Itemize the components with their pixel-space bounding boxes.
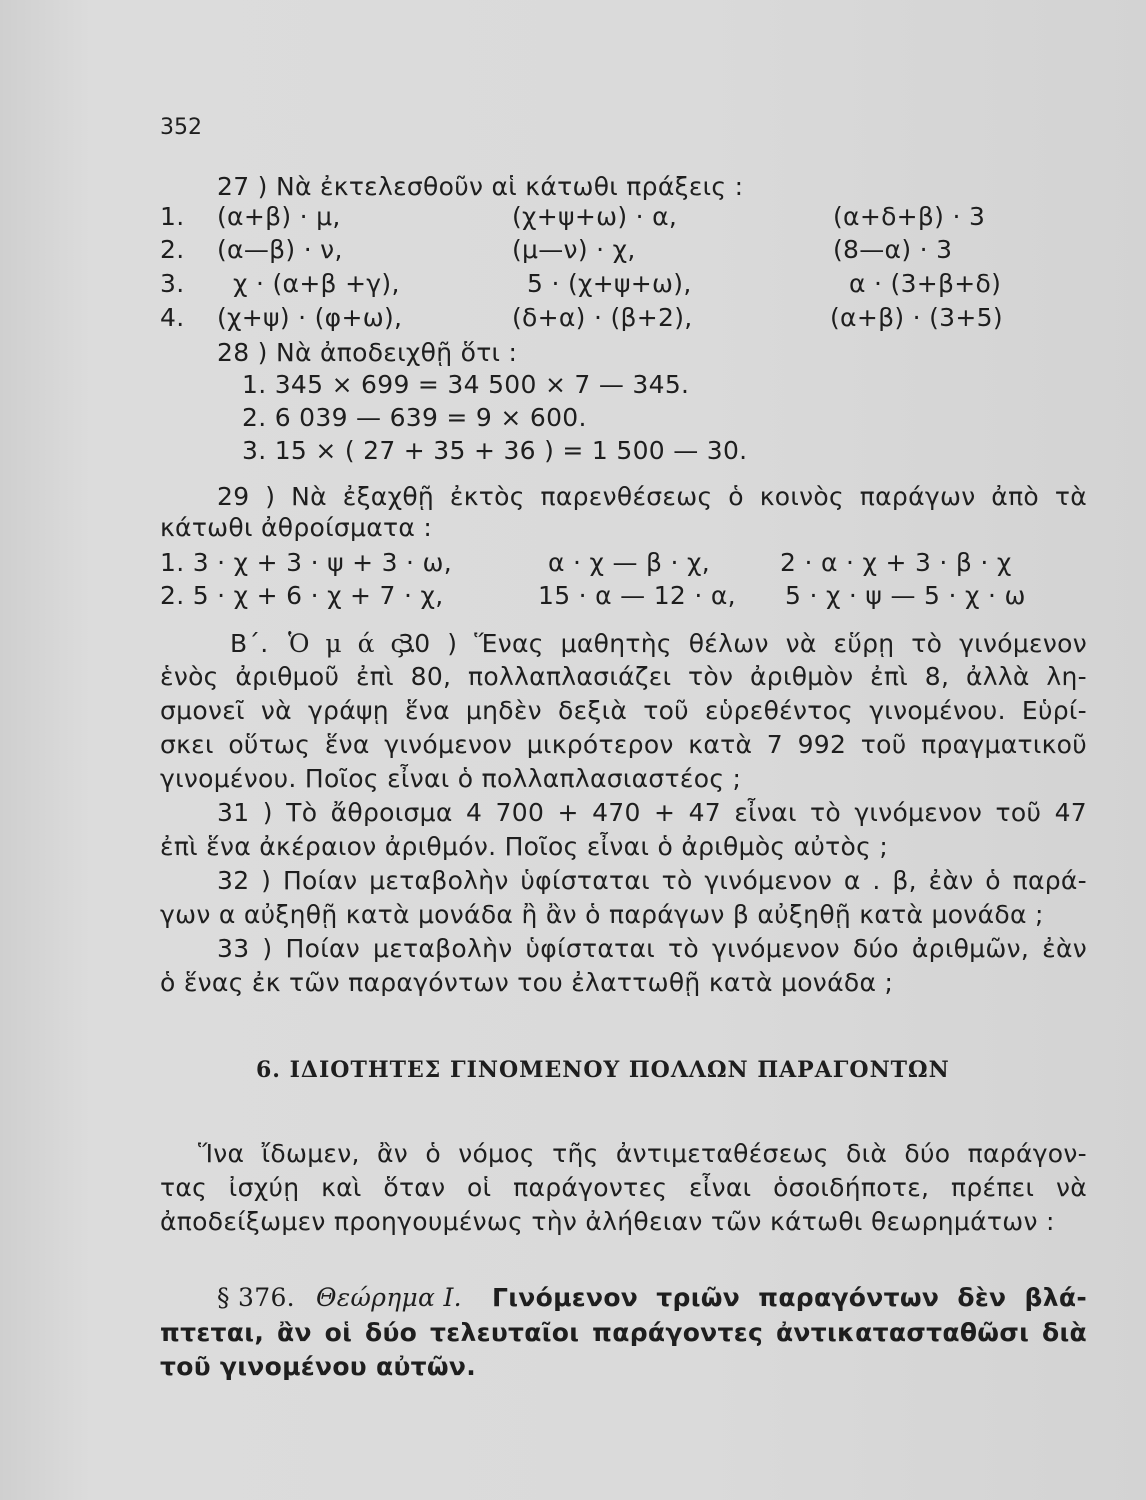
ex27-expression: 5 · (χ+ψ+ω), (527, 269, 692, 298)
ex29-line: 29 ) Νὰ ἐξαχθῇ ἐκτὸς παρενθέσεως ὁ κοινὸς παράγων ἀπὸ τὰ (217, 482, 1087, 511)
ex29-expression: 5 · χ · ψ — 5 · χ · ω (785, 581, 1026, 610)
ex27-expression: (α+β) · (3+5) (830, 303, 1003, 332)
ex33-line: ὁ ἕνας ἐκ τῶν παραγόντων του ἐλαττωθῇ κατὰ μονάδα ; (160, 968, 894, 997)
ex33-line: 33 ) Ποίαν μεταβολὴν ὑφίσταται τὸ γινόμενον δύο ἀριθμῶν, ἐὰν (217, 934, 1087, 963)
ex28-item: 1. 345 × 699 = 34 500 × 7 — 345. (242, 370, 690, 399)
theorem-line: τοῦ γινομένου αὐτῶν. (160, 1352, 477, 1381)
page-number: 352 (160, 115, 202, 140)
ex27-expression: (α—β) · ν, (217, 235, 343, 264)
ex27-expression: (χ+ψ) · (φ+ω), (217, 303, 403, 332)
ex29-line: κάτωθι ἀθροίσματα : (160, 513, 433, 542)
intro-line: Ἵνα ἴδωμεν, ἂν ὁ νόμος τῆς ἀντιμεταθέσεως διὰ δύο παράγον- (198, 1139, 1087, 1168)
group-b-label: Β΄. (230, 629, 269, 658)
ex28-item: 2. 6 039 — 639 = 9 × 600. (242, 403, 587, 432)
theorem-section-number: § 376. (217, 1283, 295, 1312)
ex27-expression: (α+δ+β) · 3 (833, 202, 986, 231)
ex30-line: σμονεῖ νὰ γράψῃ ἕνα μηδὲν δεξιὰ τοῦ εὑρεθέντος γινομένου. Εὑρί- (160, 696, 1087, 725)
ex27-intro: 27 ) Νὰ ἐκτελεσθοῦν αἱ κάτωθι πράξεις : (217, 172, 744, 201)
ex29-expression: 15 · α — 12 · α, (538, 581, 736, 610)
ex32-line: γων α αὐξηθῇ κατὰ μονάδα ἢ ἂν ὁ παράγων β αὐξηθῇ κατὰ μονάδα ; (160, 900, 1044, 929)
ex31-line: 31 ) Τὸ ἄθροισμα 4 700 + 470 + 47 εἶναι τὸ γινόμενον τοῦ 47 (217, 798, 1087, 827)
ex32-line: 32 ) Ποίαν μεταβολὴν ὑφίσταται τὸ γινόμενον α . β, ἐὰν ὁ παρά- (217, 866, 1087, 895)
ex27-expression: (χ+ψ+ω) · α, (512, 202, 678, 231)
ex29-expression: α · χ — β · χ, (548, 548, 711, 577)
ex30-line: 30 ) Ἕνας μαθητὴς θέλων νὰ εὕρῃ τὸ γινόμενον (398, 629, 1087, 658)
theorem-label: Θεώρημα Ι. (316, 1283, 462, 1312)
ex31-line: ἐπὶ ἕνα ἀκέραιον ἀριθμόν. Ποῖος εἶναι ὁ ἀριθμὸς αὐτὸς ; (160, 832, 889, 861)
ex29-expression: 2. 5 · χ + 6 · χ + 7 · χ, (160, 581, 444, 610)
ex29-expression: 2 · α · χ + 3 · β · χ (780, 548, 1012, 577)
group-word: Ὁ μ ά ς. (288, 629, 421, 658)
ex27-expression: (8—α) · 3 (833, 235, 953, 264)
ex27-expression: (μ—ν) · χ, (512, 235, 636, 264)
ex30-line: ἑνὸς ἀριθμοῦ ἐπὶ 80, πολλαπλασιάζει τὸν ἀριθμὸν ἐπὶ 8, ἀλλὰ λη- (160, 662, 1087, 691)
ex27-expression: α · (3+β+δ) (849, 269, 1002, 298)
ex27-expression: (α+β) · μ, (217, 202, 341, 231)
section-heading: 6. ΙΔΙΟΤΗΤΕΣ ΓΙΝΟΜΕΝΟΥ ΠΟΛΛΩΝ ΠΑΡΑΓΟΝΤΩΝ (256, 1057, 950, 1083)
intro-line: ἀποδείξωμεν προηγουμένως τὴν ἀλήθειαν τῶν κάτωθι θεωρημάτων : (160, 1207, 1055, 1236)
theorem-line: Γινόμενον τριῶν παραγόντων δὲν βλά- (492, 1283, 1087, 1312)
ex30-line: γινομένου. Ποῖος εἶναι ὁ πολλαπλασιαστέος ; (160, 764, 742, 793)
intro-line: τας ἰσχύῃ καὶ ὅταν οἱ παράγοντες εἶναι ὁσοιδήποτε, πρέπει νὰ (160, 1173, 1087, 1202)
ex28-item: 3. 15 × ( 27 + 35 + 36 ) = 1 500 — 30. (242, 436, 748, 465)
ex28-intro: 28 ) Νὰ ἀποδειχθῇ ὅτι : (217, 338, 518, 367)
theorem-line: πτεται, ἂν οἱ δύο τελευταῖοι παράγοντες ἀντικατασταθῶσι διὰ (160, 1318, 1087, 1347)
ex29-expression: 1. 3 · χ + 3 · ψ + 3 · ω, (160, 548, 453, 577)
ex27-expression: (δ+α) · (β+2), (512, 303, 693, 332)
ex27-row-number: 4. (160, 303, 185, 332)
ex27-row-number: 2. (160, 235, 185, 264)
ex27-row-number: 1. (160, 202, 185, 231)
ex30-line: σκει οὕτως ἕνα γινόμενον μικρότερον κατὰ 7 992 τοῦ πραγματικοῦ (160, 730, 1087, 759)
ex27-expression: χ · (α+β +γ), (233, 269, 400, 298)
ex27-row-number: 3. (160, 269, 185, 298)
